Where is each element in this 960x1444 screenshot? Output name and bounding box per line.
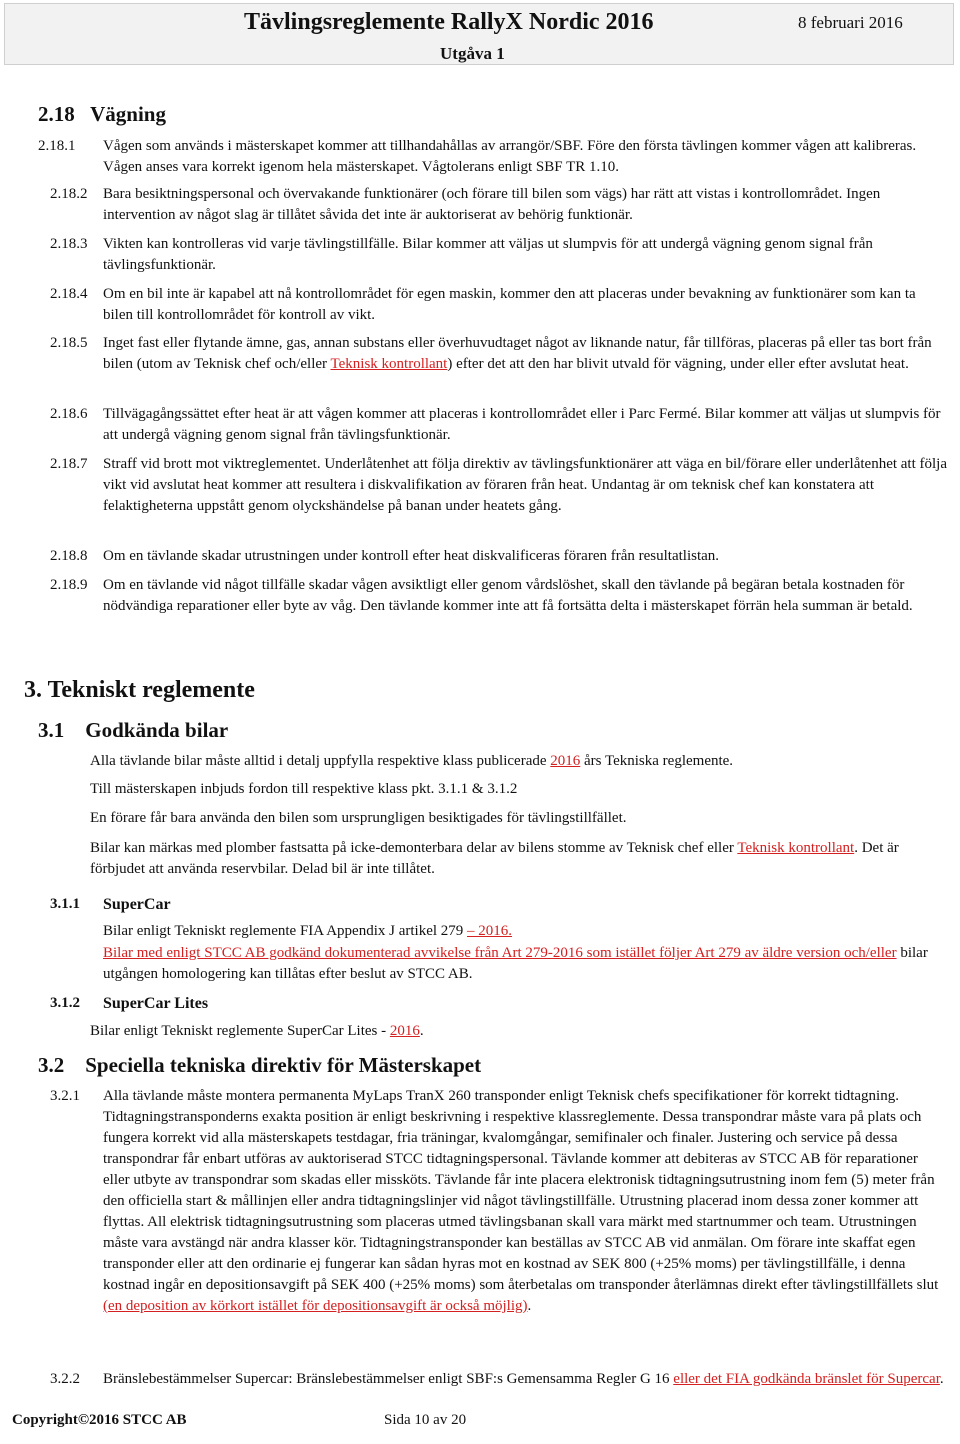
section-heading-2-18 bbox=[38, 102, 166, 127]
item-number: 2.18.8 bbox=[50, 548, 88, 564]
item-number: 2.18.4 bbox=[50, 286, 88, 302]
subsection-title: SuperCar bbox=[103, 896, 171, 913]
item-text bbox=[103, 333, 948, 375]
text-run: . Det är förbjudet att använda reservbilar. Delad bil är inte tillåtet. bbox=[90, 840, 899, 877]
item-text: Om en bil inte är kapabel att nå kontrollområdet för egen maskin, kommer den att placeras under bevakning av funktionärer som kan ta bilen till kontrollområdet för kontroll av vikt. bbox=[103, 286, 916, 323]
item-text: Bara besiktningspersonal och övervakande funktionärer (och förare till bilen som vägs) har rätt att vistas i kontrollområdet. Ingen intervention av något slag är tillåtet såvida det inte är auktoriserat av behörig funktionär. bbox=[103, 186, 881, 223]
document-date: 8 februari 2016 bbox=[798, 13, 903, 32]
item-number: 2.18.5 bbox=[50, 335, 88, 351]
paragraph bbox=[103, 943, 943, 985]
year-2016-link[interactable]: – 2016. bbox=[467, 923, 513, 939]
item-text: Straff vid brott mot viktreglementet. Underlåtenhet att följa direktiv av tävlingsfunktionärer att väga en bil/förare eller underlåtenhet att följa vikt vid avslutat heat kommer att resultera i diskvalifikation av föraren från heat. Undantag är om teknisk chef kan konstatera att felaktigheterna uppstått genom olyckshändelse på banan under heatets gång. bbox=[103, 456, 948, 514]
paragraph bbox=[90, 838, 950, 880]
item-text: Om en tävlande vid något tillfälle skadar vågen avsiktligt eller genom vårdslöshet, skall den tävlande på begäran betala kostnaden för nödvändiga reparationer eller byte av våg. Den tävlande kommer inte att få fortsätta delta i mästerskapet förrän hela summan är betald. bbox=[103, 577, 913, 614]
item-text: Vikten kan kontrolleras vid varje tävlingstillfälle. Bilar kommer att väljas ut slumpvis för att undergå vägning genom signal från tävlingsfunktionär. bbox=[103, 236, 873, 273]
section-title: Godkända bilar bbox=[85, 718, 229, 742]
text-run: Bilar kan märkas med plomber fastsatta på icke-demonterbara delar av bilens stomme av Teknisk chef eller bbox=[90, 840, 738, 856]
footer-page-number: Sida 10 av 20 bbox=[384, 1412, 467, 1428]
document-edition: Utgåva 1 bbox=[440, 44, 505, 63]
document-title: Tävlingsreglemente RallyX Nordic 2016 bbox=[244, 9, 654, 35]
teknisk-kontrollant-link[interactable]: Teknisk kontrollant bbox=[330, 356, 448, 372]
text-run: . bbox=[527, 1298, 532, 1314]
item-number: 2.18.1 bbox=[38, 138, 76, 154]
item-number: 2.18.2 bbox=[50, 186, 88, 202]
subsection-number: 3.1.1 bbox=[50, 896, 80, 912]
item-text: Tillvägagångssättet efter heat är att vågen kommer att placeras i kontrollområdet eller i Parc Fermé. Bilar kommer att väljas ut slumpvis för att undergå vägning genom signal från tävlingsfunktionär. bbox=[103, 406, 941, 443]
item-number: 2.18.7 bbox=[50, 456, 88, 472]
item-number: 2.18.3 bbox=[50, 236, 88, 252]
text-run: ) efter det att den har blivit utvald för vägning, under eller efter avslutat heat. bbox=[447, 356, 909, 372]
text-run: . bbox=[939, 1371, 944, 1387]
item-text: Om en tävlande skadar utrustningen under kontroll efter heat diskvalificeras föraren från resultatlistan. bbox=[103, 548, 720, 564]
year-2016-link[interactable]: 2016 bbox=[389, 1023, 420, 1039]
section-number: 2.18 bbox=[38, 102, 75, 126]
section-title: Speciella tekniska direktiv för Mästerskapet bbox=[85, 1053, 482, 1077]
subsection-number: 3.1.2 bbox=[50, 995, 80, 1011]
text-run: Bränslebestämmelser Supercar: Bränslebestämmelser enligt SBF:s Gemensamma Regler G 16 bbox=[103, 1371, 674, 1387]
item-text: Vågen som används i mästerskapet kommer att tillhandahållas av arrangör/SBF. Före den första tävlingen kommer vågen att kalibreras. Vågen anses vara korrekt igenom hela mästerskapet. Vågtolerans enligt SBF TR 1.10. bbox=[103, 138, 917, 175]
footer-copyright: Copyright©2016 STCC AB bbox=[12, 1412, 187, 1428]
chapter-heading: 3. Tekniskt reglemente bbox=[24, 677, 255, 703]
paragraph: Till mästerskapen inbjuds fordon till respektive klass pkt. 3.1.1 & 3.1.2 bbox=[90, 781, 518, 797]
year-2016-link[interactable]: 2016 bbox=[550, 753, 581, 769]
text-run: Bilar enligt Tekniskt reglemente SuperCar Lites - bbox=[90, 1023, 390, 1039]
paragraph bbox=[103, 921, 943, 942]
paragraph: En förare får bara använda den bilen som ursprungligen besiktigades för tävlingstillfället. bbox=[90, 810, 627, 826]
text-run: Alla tävlande måste montera permanenta MyLaps TranX 260 transponder enligt Teknisk chefs specifikationer för korrekt tidtagning. Tidtagningstransponderns exakta position är enligt beskrivning i respektive klassreglemente. Dessa transpondrar måste vara på plats och fungera korrekt vid alla mästerskapets testdagar, fria träningar, kvalomgångar, semifinaler och finaler. Justering och service på dessa transpondrar får enbart utföras av auktoriserad STCC tidtagningspersonal. Tävlande kommer att debiteras av STCC AB för reparationer eller utbyte av transpondrar som skadas eller missköts. Tävlande får inte placera elektronisk tidtagningsutrustning inom fem (5) meter från den officiella start & mållinjen eller andra tidtagningslinjer vid något tävlingstillfälle. Utrustning placerad inom dessa zoner kommer att flyttas. All elektrisk tidtagningsutrustning som placeras utmed tävlingsbanan skall vara märkt med startnummer och team. Utrustningen måste vara avstängd när andra klasser kör. Tidtagningstransponder kan beställas av STCC AB vid anmälan. Om förare inte skaffat egen transponder eller att den ordinarie ej fungerar kan sådan hyras mot en kostnad av SEK 800 (+25% moms) per tävlingstillfälle, i denna kostnad ingår en depositionsavgift på SEK 400 (+25% moms) som återbetalas om transponder återlämnas direkt efter tävlingstillfällets slut bbox=[103, 1088, 939, 1293]
text-run: Alla tävlande bilar måste alltid i detalj uppfylla respektive klass publicerade bbox=[90, 753, 551, 769]
subsection-title: SuperCar Lites bbox=[103, 995, 209, 1012]
deposition-link[interactable]: (en deposition av körkort istället för depositionsavgift är också möjlig) bbox=[103, 1298, 528, 1314]
item-number: 3.2.2 bbox=[50, 1371, 80, 1387]
paragraph bbox=[90, 1021, 950, 1042]
section-title: Vägning bbox=[90, 102, 166, 126]
text-run: års Tekniska reglemente. bbox=[580, 753, 734, 769]
section-heading-3-1 bbox=[38, 718, 228, 743]
section-number: 3.1 bbox=[38, 718, 65, 742]
fia-fuel-link[interactable]: eller det FIA godkända bränslet för Supercar bbox=[673, 1371, 940, 1387]
teknisk-kontrollant-link[interactable]: Teknisk kontrollant bbox=[737, 840, 855, 856]
paragraph bbox=[90, 751, 950, 772]
stcc-deviation-link[interactable]: Bilar med enligt STCC AB godkänd dokumenterad avvikelse från Art 279-2016 som istället följer Art 279 av äldre version och/eller bbox=[103, 945, 897, 961]
item-number: 3.2.1 bbox=[50, 1088, 80, 1104]
text-run: . bbox=[419, 1023, 424, 1039]
section-heading-3-2 bbox=[38, 1053, 481, 1078]
item-number: 2.18.6 bbox=[50, 406, 88, 422]
item-number: 2.18.9 bbox=[50, 577, 88, 593]
text-run: Bilar enligt Tekniskt reglemente FIA Appendix J artikel 279 bbox=[103, 923, 468, 939]
item-text bbox=[103, 1369, 948, 1390]
item-text bbox=[103, 1086, 948, 1317]
section-number: 3.2 bbox=[38, 1053, 65, 1077]
text-run: Inget fast eller flytande ämne, gas, annan substans eller överhuvudtaget något av liknande natur, får tillföras, placeras på eller tas bort från bilen (utom av Teknisk chef och/eller bbox=[103, 335, 932, 372]
text-run: bilar utgången homologering kan tillåtas efter beslut av STCC AB. bbox=[103, 945, 928, 982]
